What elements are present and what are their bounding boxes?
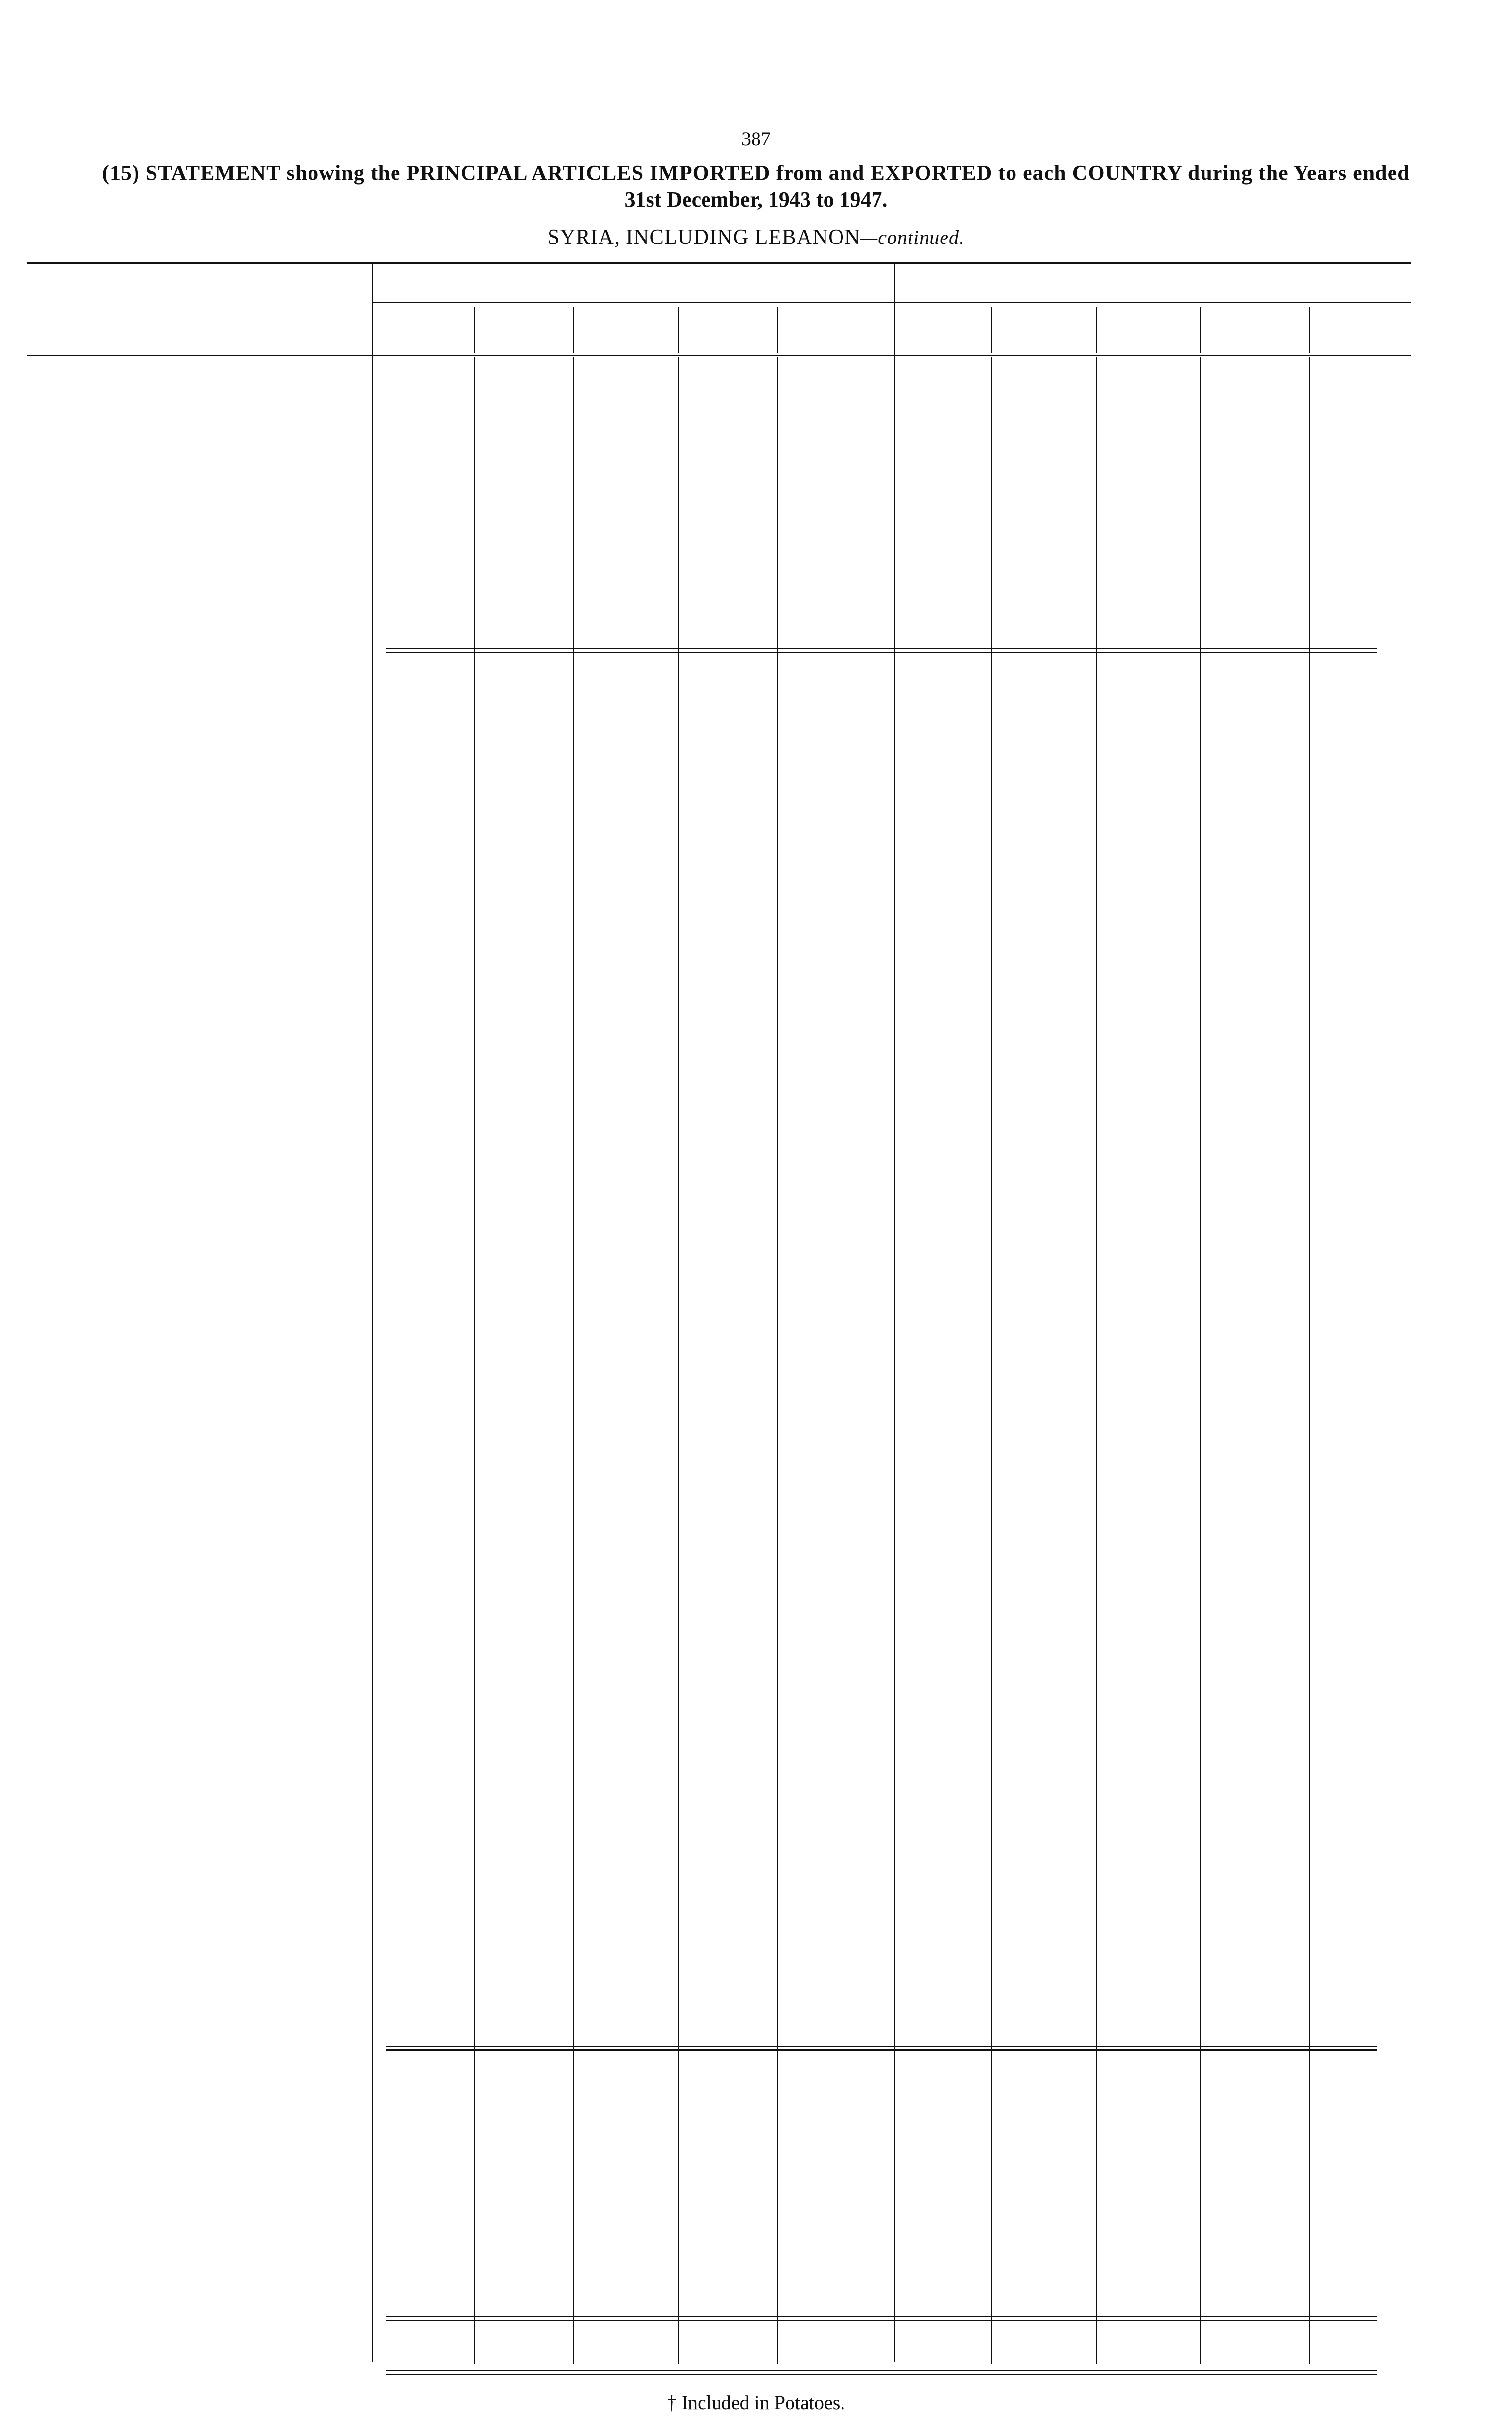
table-column-divider — [1096, 307, 1097, 353]
total-double-rule — [386, 2046, 1377, 2047]
total-double-rule — [386, 2374, 1377, 2375]
page-title: (15) STATEMENT showing the PRINCIPAL ARTICLES IMPORTED from and EXPORTED to each COUNTRY during the Years ended — [102, 161, 1410, 185]
table-column-divider — [474, 307, 475, 353]
table-column-divider — [1309, 357, 1310, 2364]
total-double-rule — [386, 648, 1377, 649]
table-column-divider — [678, 357, 679, 2364]
table-column-divider — [1309, 307, 1310, 353]
table-column-divider — [777, 357, 778, 2364]
table-column-divider — [678, 307, 679, 353]
footnote: † Included in Potatoes. — [667, 2392, 845, 2413]
table-section-divider — [894, 262, 895, 2362]
page-title-line2: 31st December, 1943 to 1947. — [624, 188, 888, 211]
total-double-rule — [386, 2316, 1377, 2317]
table-head-rule — [27, 355, 1411, 356]
total-double-rule — [386, 652, 1377, 653]
table-column-divider — [777, 307, 778, 353]
table-column-divider — [991, 307, 992, 353]
total-double-rule — [386, 2370, 1377, 2371]
subtitle-country: SYRIA, INCLUDING LEBANON — [548, 225, 860, 249]
table-subtitle — [0, 225, 1512, 249]
table-column-divider — [573, 357, 574, 2364]
table-column-divider — [1200, 307, 1201, 353]
total-double-rule — [386, 2049, 1377, 2051]
table-top-rule — [27, 262, 1411, 264]
table-column-divider — [1096, 357, 1097, 2364]
table-column-divider — [573, 307, 574, 353]
table-section-divider — [372, 262, 373, 2362]
table-column-divider — [474, 357, 475, 2364]
table-column-divider — [1200, 357, 1201, 2364]
page-number: 387 — [741, 128, 771, 150]
subtitle-continued: —continued. — [860, 226, 964, 248]
table-column-divider — [991, 357, 992, 2364]
table-mid-rule — [372, 302, 1411, 303]
total-double-rule — [386, 2320, 1377, 2321]
